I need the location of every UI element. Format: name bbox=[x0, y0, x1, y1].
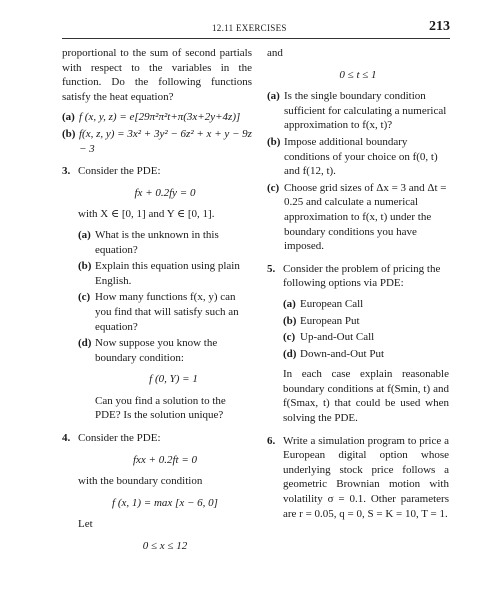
sub-text: Up-and-Out Call bbox=[300, 331, 375, 344]
pde-equation: fxx + 0.2ft = 0 bbox=[132, 453, 198, 466]
sub-label: (c) bbox=[283, 331, 296, 344]
t-range: 0 ≤ t ≤ 1 bbox=[339, 68, 377, 81]
sub-text: Explain this equation using plain English. bbox=[95, 260, 240, 287]
option-european-call bbox=[283, 297, 449, 312]
exercise-number: 4. bbox=[62, 432, 71, 445]
sub-item-d bbox=[78, 336, 252, 423]
exercise-3-items bbox=[78, 228, 252, 423]
option-european-put bbox=[283, 314, 449, 329]
option-down-and-out-put bbox=[283, 347, 449, 362]
sub-label: (d) bbox=[283, 347, 297, 360]
sub-text: What is the unknown in this equation? bbox=[95, 228, 219, 256]
domain-text: with X ∈ [0, 1] and Y ∈ [0, 1]. bbox=[78, 208, 215, 221]
page-header bbox=[62, 19, 450, 39]
pde-equation: fx + 0.2fy = 0 bbox=[134, 186, 196, 199]
sub-item-c bbox=[78, 290, 252, 334]
let-text: Let bbox=[78, 518, 93, 531]
solution-question: Can you find a solution to the PDE? Is the solution unique? bbox=[95, 394, 226, 422]
running-head: 12.11 EXERCISES bbox=[212, 23, 287, 33]
header-rule bbox=[62, 38, 450, 39]
sub-text: Down-and-Out Put bbox=[300, 347, 385, 360]
exercise-intro: Consider the problem of pricing the following options via PDE: bbox=[283, 262, 441, 290]
exercise-text: Write a simulation program to price a European digital option whose underlying stock price follows a geometric Brownian motion with volatility σ = 0.1. Other parameters are r = 0.05, q = 0, S = K = 10, T = 1. bbox=[283, 434, 449, 520]
left-column bbox=[62, 46, 252, 561]
boundary-condition: f (0, Y) = 1 bbox=[149, 373, 198, 386]
sub-text: How many functions f(x, y) can you find that will satisfy such an equation? bbox=[95, 291, 239, 333]
sub-text: Is the single boundary condition sufficient for calculating a numerical approximation to f(x, t)? bbox=[284, 90, 447, 132]
sub-item-b bbox=[78, 259, 252, 288]
sub-label: (c) bbox=[78, 291, 91, 304]
sub-item-b bbox=[267, 135, 449, 179]
function-a: f (x, y, z) = e[29π²π²t+π(3x+2y+4z)] bbox=[79, 111, 241, 124]
sub-item-a bbox=[267, 89, 449, 133]
exercise-5 bbox=[267, 262, 449, 426]
boundary-explanation: In each case explain reasonable boundary conditions at f(Smin, t) and f(Smax, t) that could be used when solving the PDE. bbox=[283, 368, 449, 425]
sub-item-b bbox=[62, 127, 252, 156]
option-types bbox=[283, 297, 449, 361]
exercise-number: 6. bbox=[267, 434, 276, 447]
option-up-and-out-call bbox=[283, 330, 449, 345]
heat-equation-items bbox=[62, 110, 252, 156]
boundary-condition: f (x, 1) = max [x − 6, 0] bbox=[112, 496, 218, 509]
function-b: f(x, z, y) = 3x² + 3y² − 6z² + x + y − 9z − 3 bbox=[79, 127, 252, 155]
sub-label: (b) bbox=[78, 260, 92, 273]
sub-item-a bbox=[78, 228, 252, 257]
sub-text: European Call bbox=[300, 297, 364, 310]
sub-text: Impose additional boundary conditions of your choice on f(0, t) and f(12, t). bbox=[284, 135, 438, 178]
and-text: and bbox=[267, 47, 283, 59]
sub-label: (b) bbox=[62, 127, 76, 140]
sub-label: (a) bbox=[78, 228, 91, 241]
exercise-number: 3. bbox=[62, 165, 71, 178]
sub-item-c bbox=[267, 181, 449, 254]
exercise-intro: Consider the PDE: bbox=[78, 165, 161, 178]
x-range: 0 ≤ x ≤ 12 bbox=[142, 540, 188, 553]
sub-item-a bbox=[62, 110, 252, 125]
right-column bbox=[267, 46, 449, 521]
sub-label: (a) bbox=[62, 111, 75, 124]
with-text: with the boundary condition bbox=[78, 475, 203, 488]
sub-label: (a) bbox=[267, 90, 280, 103]
sub-text: Now suppose you know the boundary condition: bbox=[95, 337, 218, 364]
sub-label: (b) bbox=[283, 314, 297, 327]
exercise-6 bbox=[267, 434, 449, 522]
page-number: 213 bbox=[429, 19, 450, 34]
sub-text: European Put bbox=[300, 314, 360, 327]
sub-label: (c) bbox=[267, 181, 280, 194]
sub-text: Choose grid sizes of Δx = 3 and Δt = 0.25 and calculate a numerical approximation to f(x, t) under the boundary conditions you have imposed. bbox=[284, 181, 447, 253]
sub-label: (a) bbox=[283, 297, 296, 310]
exercise-number: 5. bbox=[267, 262, 276, 275]
sub-label: (d) bbox=[78, 337, 92, 350]
sub-label: (b) bbox=[267, 135, 281, 148]
exercise-4-items bbox=[267, 89, 449, 254]
continued-text: proportional to the sum of second partials with respect to the variables in the function. Do the following functions satisfy the heat equation? bbox=[62, 47, 252, 103]
exercise-4 bbox=[62, 431, 252, 554]
exercise-3 bbox=[62, 164, 252, 423]
exercise-intro: Consider the PDE: bbox=[78, 432, 161, 445]
